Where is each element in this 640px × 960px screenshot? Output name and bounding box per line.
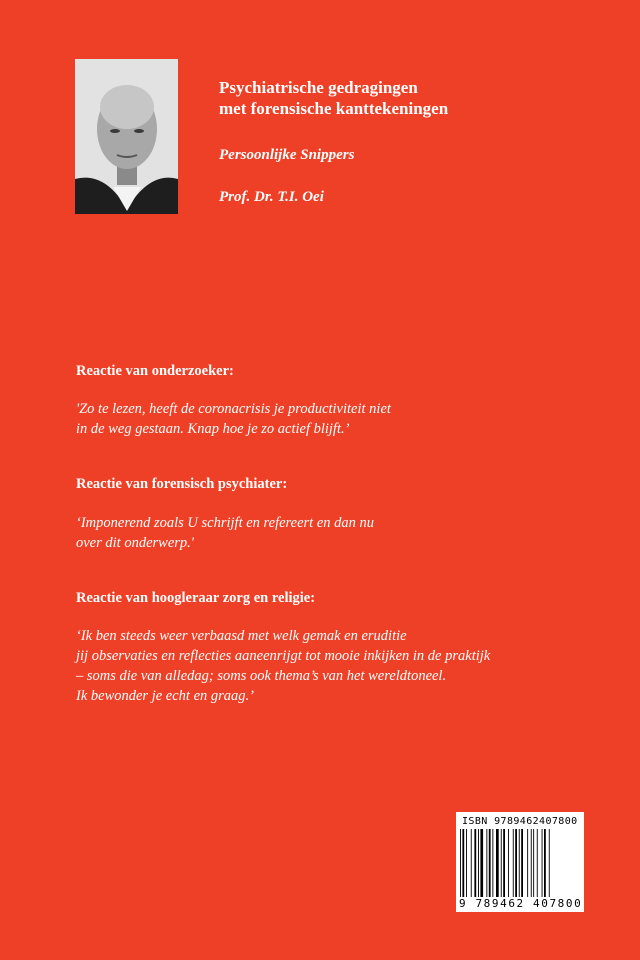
barcode-bar: [519, 829, 520, 897]
barcode-bar: [462, 829, 464, 897]
barcode-bar: [466, 829, 467, 897]
author-portrait-icon: [75, 59, 178, 214]
isbn-barcode: [456, 812, 584, 912]
barcode-bar: [501, 829, 502, 897]
barcode-bar: [537, 829, 538, 897]
review-heading: Reactie van onderzoeker:: [76, 363, 234, 379]
book-title: [219, 77, 619, 119]
isbn-text: ISBN 9789462407800: [462, 816, 578, 827]
barcode-icon: [460, 829, 580, 897]
quote-line: ‘Ik ben steeds weer verbaasd met welk gemak en eruditie: [76, 628, 407, 644]
quote-line: Ik bewonder je echt en graag.’: [76, 688, 254, 704]
barcode-bar: [542, 829, 543, 897]
barcode-bar: [508, 829, 509, 897]
barcode-bar: [496, 829, 499, 897]
review-quote: [76, 626, 490, 706]
barcode-bar: [531, 829, 532, 897]
barcode-bar: [486, 829, 487, 897]
barcode-bar: [492, 829, 493, 897]
author-photo: [75, 59, 178, 214]
quote-line: in de weg gestaan. Knap hoe je zo actief blijft.’: [76, 421, 350, 437]
barcode-bar: [471, 829, 472, 897]
barcode-bar: [474, 829, 476, 897]
barcode-bar: [515, 829, 517, 897]
review-heading: Reactie van forensisch psychiater:: [76, 476, 288, 492]
quote-line: ‘Imponerend zoals U schrijft en refereert en dan nu: [76, 515, 375, 531]
book-author: Prof. Dr. T.I. Oei: [219, 189, 324, 205]
barcode-bar: [521, 829, 523, 897]
book-subtitle: Persoonlijke Snippers: [219, 147, 355, 163]
quote-line: – soms die van alledag; soms ook thema’s van het wereldtoneel.: [76, 668, 447, 684]
review-heading: Reactie van hoogleraar zorg en religie:: [76, 590, 316, 606]
barcode-bar: [533, 829, 534, 897]
barcode-bar: [513, 829, 514, 897]
barcode-bar: [480, 829, 483, 897]
barcode-bar: [503, 829, 505, 897]
barcode-bar: [549, 829, 550, 897]
quote-line: 'Zo te lezen, heeft de coronacrisis je productiviteit niet: [76, 401, 391, 417]
barcode-bar: [527, 829, 528, 897]
quote-line: over dit onderwerp.': [76, 535, 194, 551]
barcode-bar: [460, 829, 461, 897]
review-quote: [76, 513, 374, 553]
barcode-bar: [478, 829, 479, 897]
barcode-bar: [489, 829, 491, 897]
barcode-digits: 9 789462 407800: [459, 897, 583, 910]
barcode-bar: [544, 829, 546, 897]
book-title-line-2: met forensische kanttekeningen: [219, 99, 449, 118]
book-title-line-1: Psychiatrische gedragingen: [219, 78, 418, 97]
quote-line: jij observaties en reflecties aaneenrijgt tot mooie inkijken in de praktijk: [76, 648, 491, 664]
review-quote: [76, 399, 391, 439]
